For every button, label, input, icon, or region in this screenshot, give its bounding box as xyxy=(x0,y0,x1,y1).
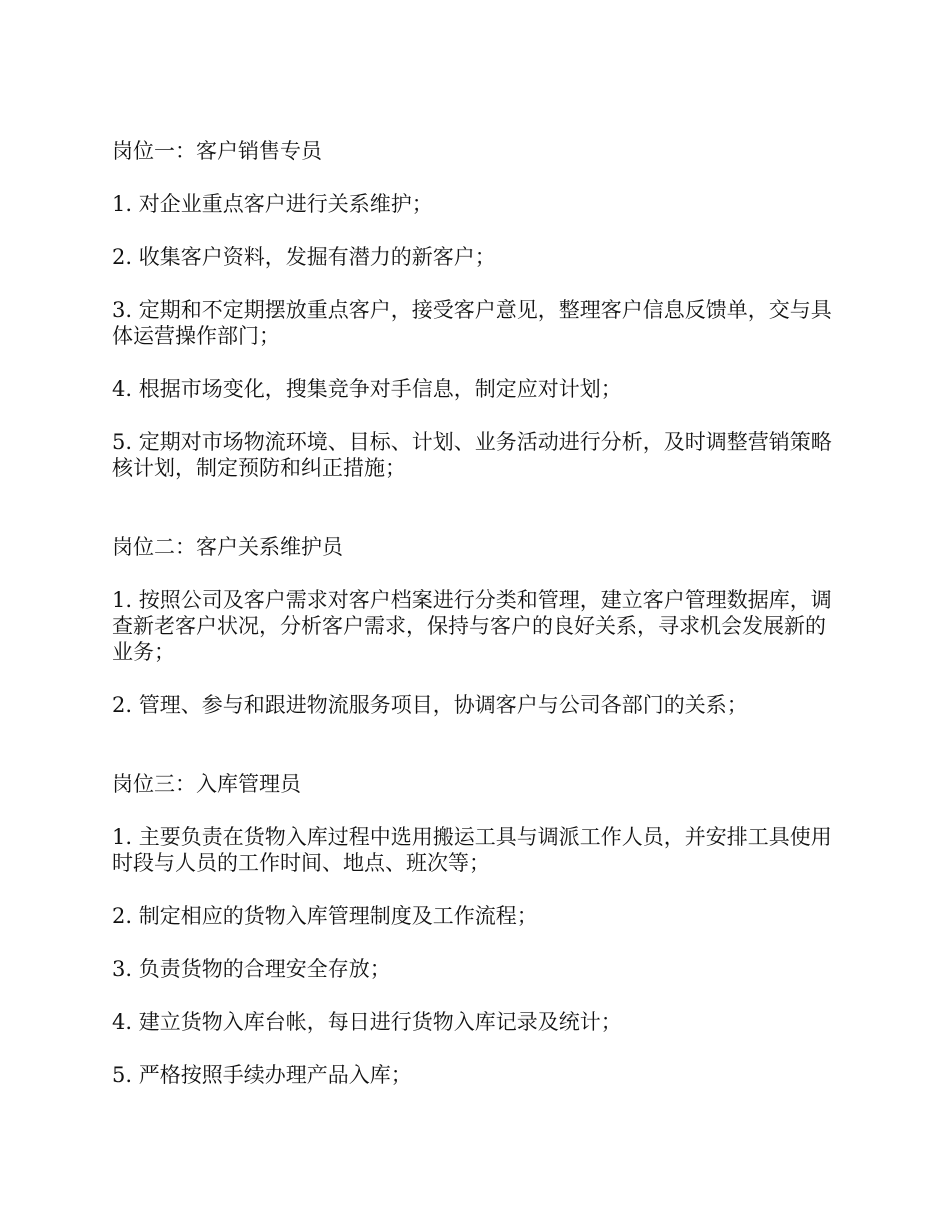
list-item: 1. 主要负责在货物入库过程中选用搬运工具与调派工作人员，并安排工具使用时段与人员的工作时间、地点、班次等； xyxy=(112,825,832,875)
section-title: 岗位一：客户销售专员 xyxy=(112,139,322,163)
section-title: 岗位二：客户关系维护员 xyxy=(112,535,343,559)
list-item: 3. 定期和不定期摆放重点客户，接受客户意见，整理客户信息反馈单，交与具体运营操作部门； xyxy=(112,298,832,348)
list-item: 4. 根据市场变化，搜集竞争对手信息，制定应对计划； xyxy=(112,377,622,401)
section-title: 岗位三：入库管理员 xyxy=(112,772,301,796)
list-item: 4. 建立货物入库台帐，每日进行货物入库记录及统计； xyxy=(112,1010,622,1034)
list-item: 1. 按照公司及客户需求对客户档案进行分类和管理，建立客户管理数据库，调查新老客户状况，分析客户需求，保持与客户的良好关系，寻求机会发展新的业务； xyxy=(112,588,832,664)
document-page xyxy=(112,138,842,1088)
list-item: 2. 管理、参与和跟进物流服务项目，协调客户与公司各部门的关系； xyxy=(112,693,748,717)
list-item: 2. 收集客户资料，发掘有潜力的新客户； xyxy=(112,245,496,269)
list-item: 3. 负责货物的合理安全存放； xyxy=(112,957,391,981)
list-item: 1. 对企业重点客户进行关系维护； xyxy=(112,192,433,216)
list-item: 5. 严格按照手续办理产品入库； xyxy=(112,1063,412,1087)
list-item: 2. 制定相应的货物入库管理制度及工作流程； xyxy=(112,904,538,928)
list-item: 5. 定期对市场物流环境、目标、计划、业务活动进行分析，及时调整营销策略核计划，制定预防和纠正措施； xyxy=(112,430,832,480)
